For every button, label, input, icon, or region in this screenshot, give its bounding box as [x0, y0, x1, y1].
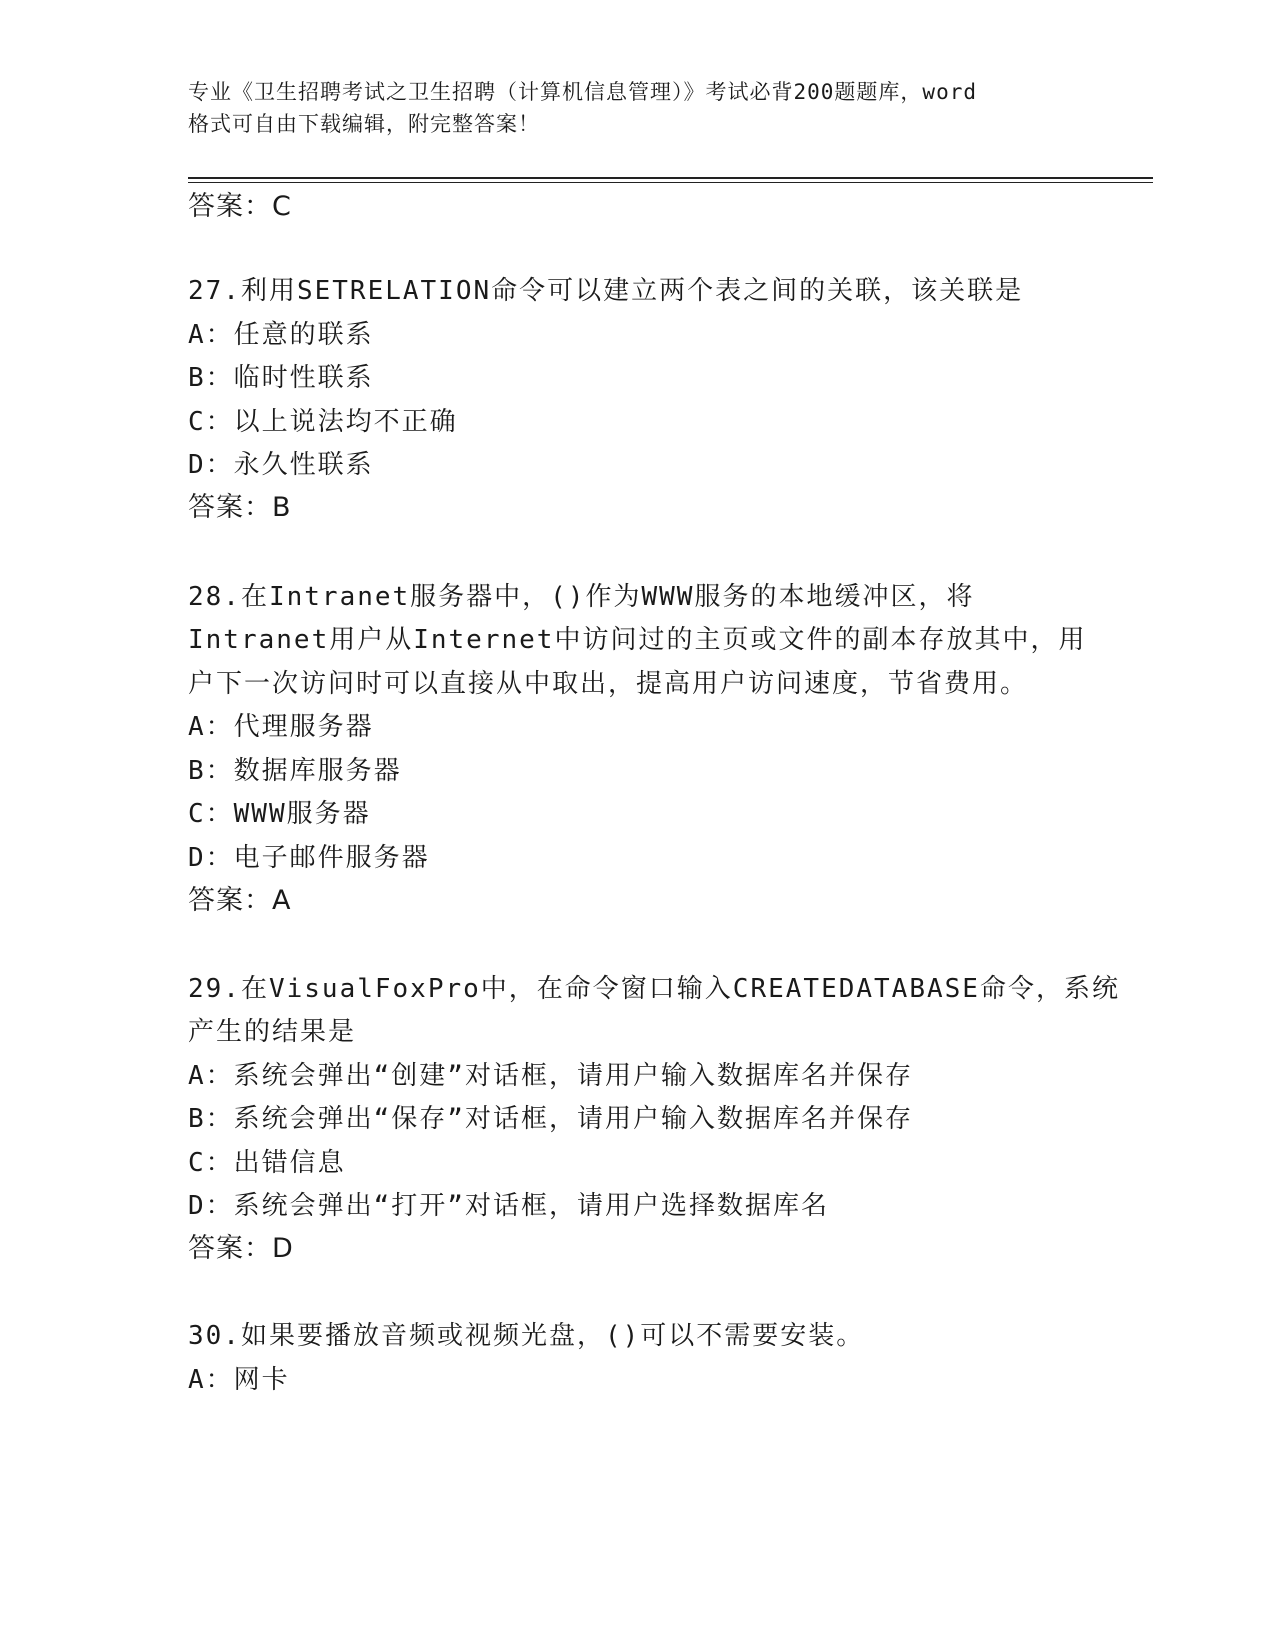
question-27-answer: 答案：B: [188, 492, 292, 523]
question-30-option-a: A：网卡: [188, 1365, 290, 1395]
question-27-option-c: C：以上说法均不正确: [188, 407, 458, 437]
question-29-option-c: C：出错信息: [188, 1148, 346, 1178]
question-29-stem-line-1: 29.在VisualFoxPro中，在命令窗口输入CREATEDATABASE命令，系统: [188, 974, 1120, 1004]
question-28-option-d: D：电子邮件服务器: [188, 843, 430, 873]
question-27-option-a: A：任意的联系: [188, 320, 374, 350]
question-28-option-c: C：WWW服务器: [188, 799, 371, 829]
header-rule-thin: [188, 182, 1153, 183]
question-29-option-a: A：系统会弹出“创建”对话框，请用户输入数据库名并保存: [188, 1061, 913, 1091]
question-29-answer: 答案：D: [188, 1233, 294, 1264]
question-27-option-d: D：永久性联系: [188, 450, 374, 480]
question-29-option-b: B：系统会弹出“保存”对话框，请用户输入数据库名并保存: [188, 1104, 913, 1134]
header-line-2: 格式可自由下载编辑，附完整答案！: [188, 112, 540, 136]
question-29-option-d: D：系统会弹出“打开”对话框，请用户选择数据库名: [188, 1191, 829, 1221]
question-28-stem-line-1: 28.在Intranet服务器中，()作为WWW服务的本地缓冲区，将: [188, 582, 975, 612]
question-27-option-b: B：临时性联系: [188, 363, 374, 393]
question-28-stem-line-3: 户下一次访问时可以直接从中取出，提高用户访问速度，节省费用。: [188, 669, 1029, 699]
question-27-stem: 27.利用SETRELATION命令可以建立两个表之间的关联，该关联是: [188, 276, 1024, 306]
question-28-stem-line-2: Intranet用户从Internet中访问过的主页或文件的副本存放其中，用: [188, 625, 1087, 655]
header-line-1: 专业《卫生招聘考试之卫生招聘（计算机信息管理）》考试必背200题题库，word: [188, 80, 977, 104]
question-28-answer: 答案：A: [188, 885, 292, 916]
answer-prev: 答案：C: [188, 191, 292, 222]
question-28-option-b: B：数据库服务器: [188, 756, 402, 786]
header-rule-thick: [188, 177, 1153, 179]
question-28-option-a: A：代理服务器: [188, 712, 374, 742]
question-29-stem-line-2: 产生的结果是: [188, 1017, 357, 1047]
document-header: [188, 76, 1088, 140]
question-30-stem: 30.如果要播放音频或视频光盘，()可以不需要安装。: [188, 1321, 865, 1351]
